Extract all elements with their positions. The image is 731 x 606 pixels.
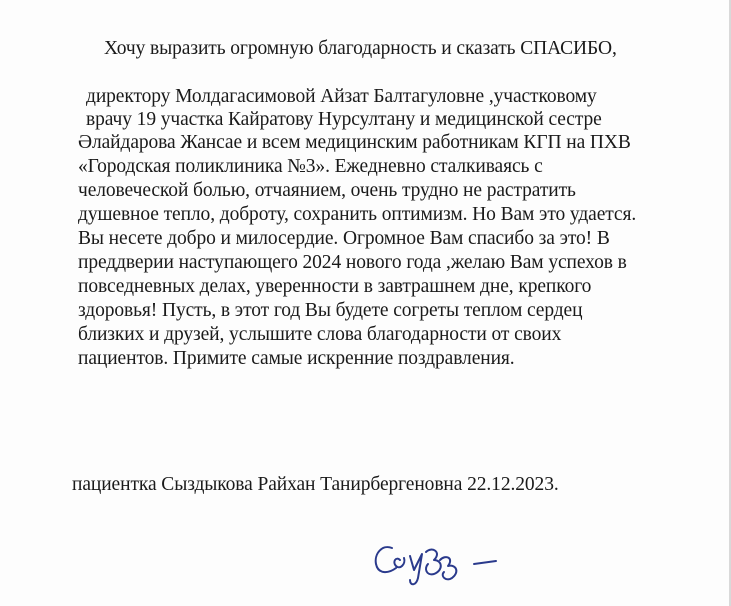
body-line-1: директору Молдагасимовой Айзат Балтагуловне ,участковому (86, 86, 597, 107)
body-line-4: «Городская поликлиника №3». Ежедневно сталкиваясь с (78, 156, 543, 177)
body-line-8: преддверии наступающего 2024 нового года ,желаю Вам успехов в (78, 252, 627, 273)
body-line-3: Әлайдарова Жансае и всем медицинским работникам КГП на ПХВ (78, 132, 631, 153)
sign-off-line: пациентка Сыздыкова Райхан Танирбергеновна 22.12.2023. (72, 474, 559, 495)
handwritten-signature (370, 530, 520, 590)
body-line-6: душевное тепло, доброту, сохранить оптимизм. Но Вам это удается. (78, 204, 637, 225)
body-line-2: врачу 19 участка Кайратову Нурсултану и медицинской сестре (86, 109, 602, 130)
body-line-5: человеческой болью, отчаянием, очень трудно не растратить (78, 180, 576, 201)
greeting-line: Хочу выразить огромную благодарность и сказать СПАСИБО, (104, 38, 617, 59)
body-line-7: Вы несете добро и милосердие. Огромное Вам спасибо за это! В (78, 228, 610, 249)
body-line-12: пациентов. Примите самые искренние поздравления. (78, 348, 515, 369)
body-line-9: повседневных делах, уверенности в завтрашнем дне, крепкого (78, 276, 592, 297)
body-line-11: близких и друзей, услышите слова благодарности от своих (78, 324, 562, 345)
body-line-10: здоровья! Пусть, в этот год Вы будете согреты теплом сердец (78, 300, 583, 321)
